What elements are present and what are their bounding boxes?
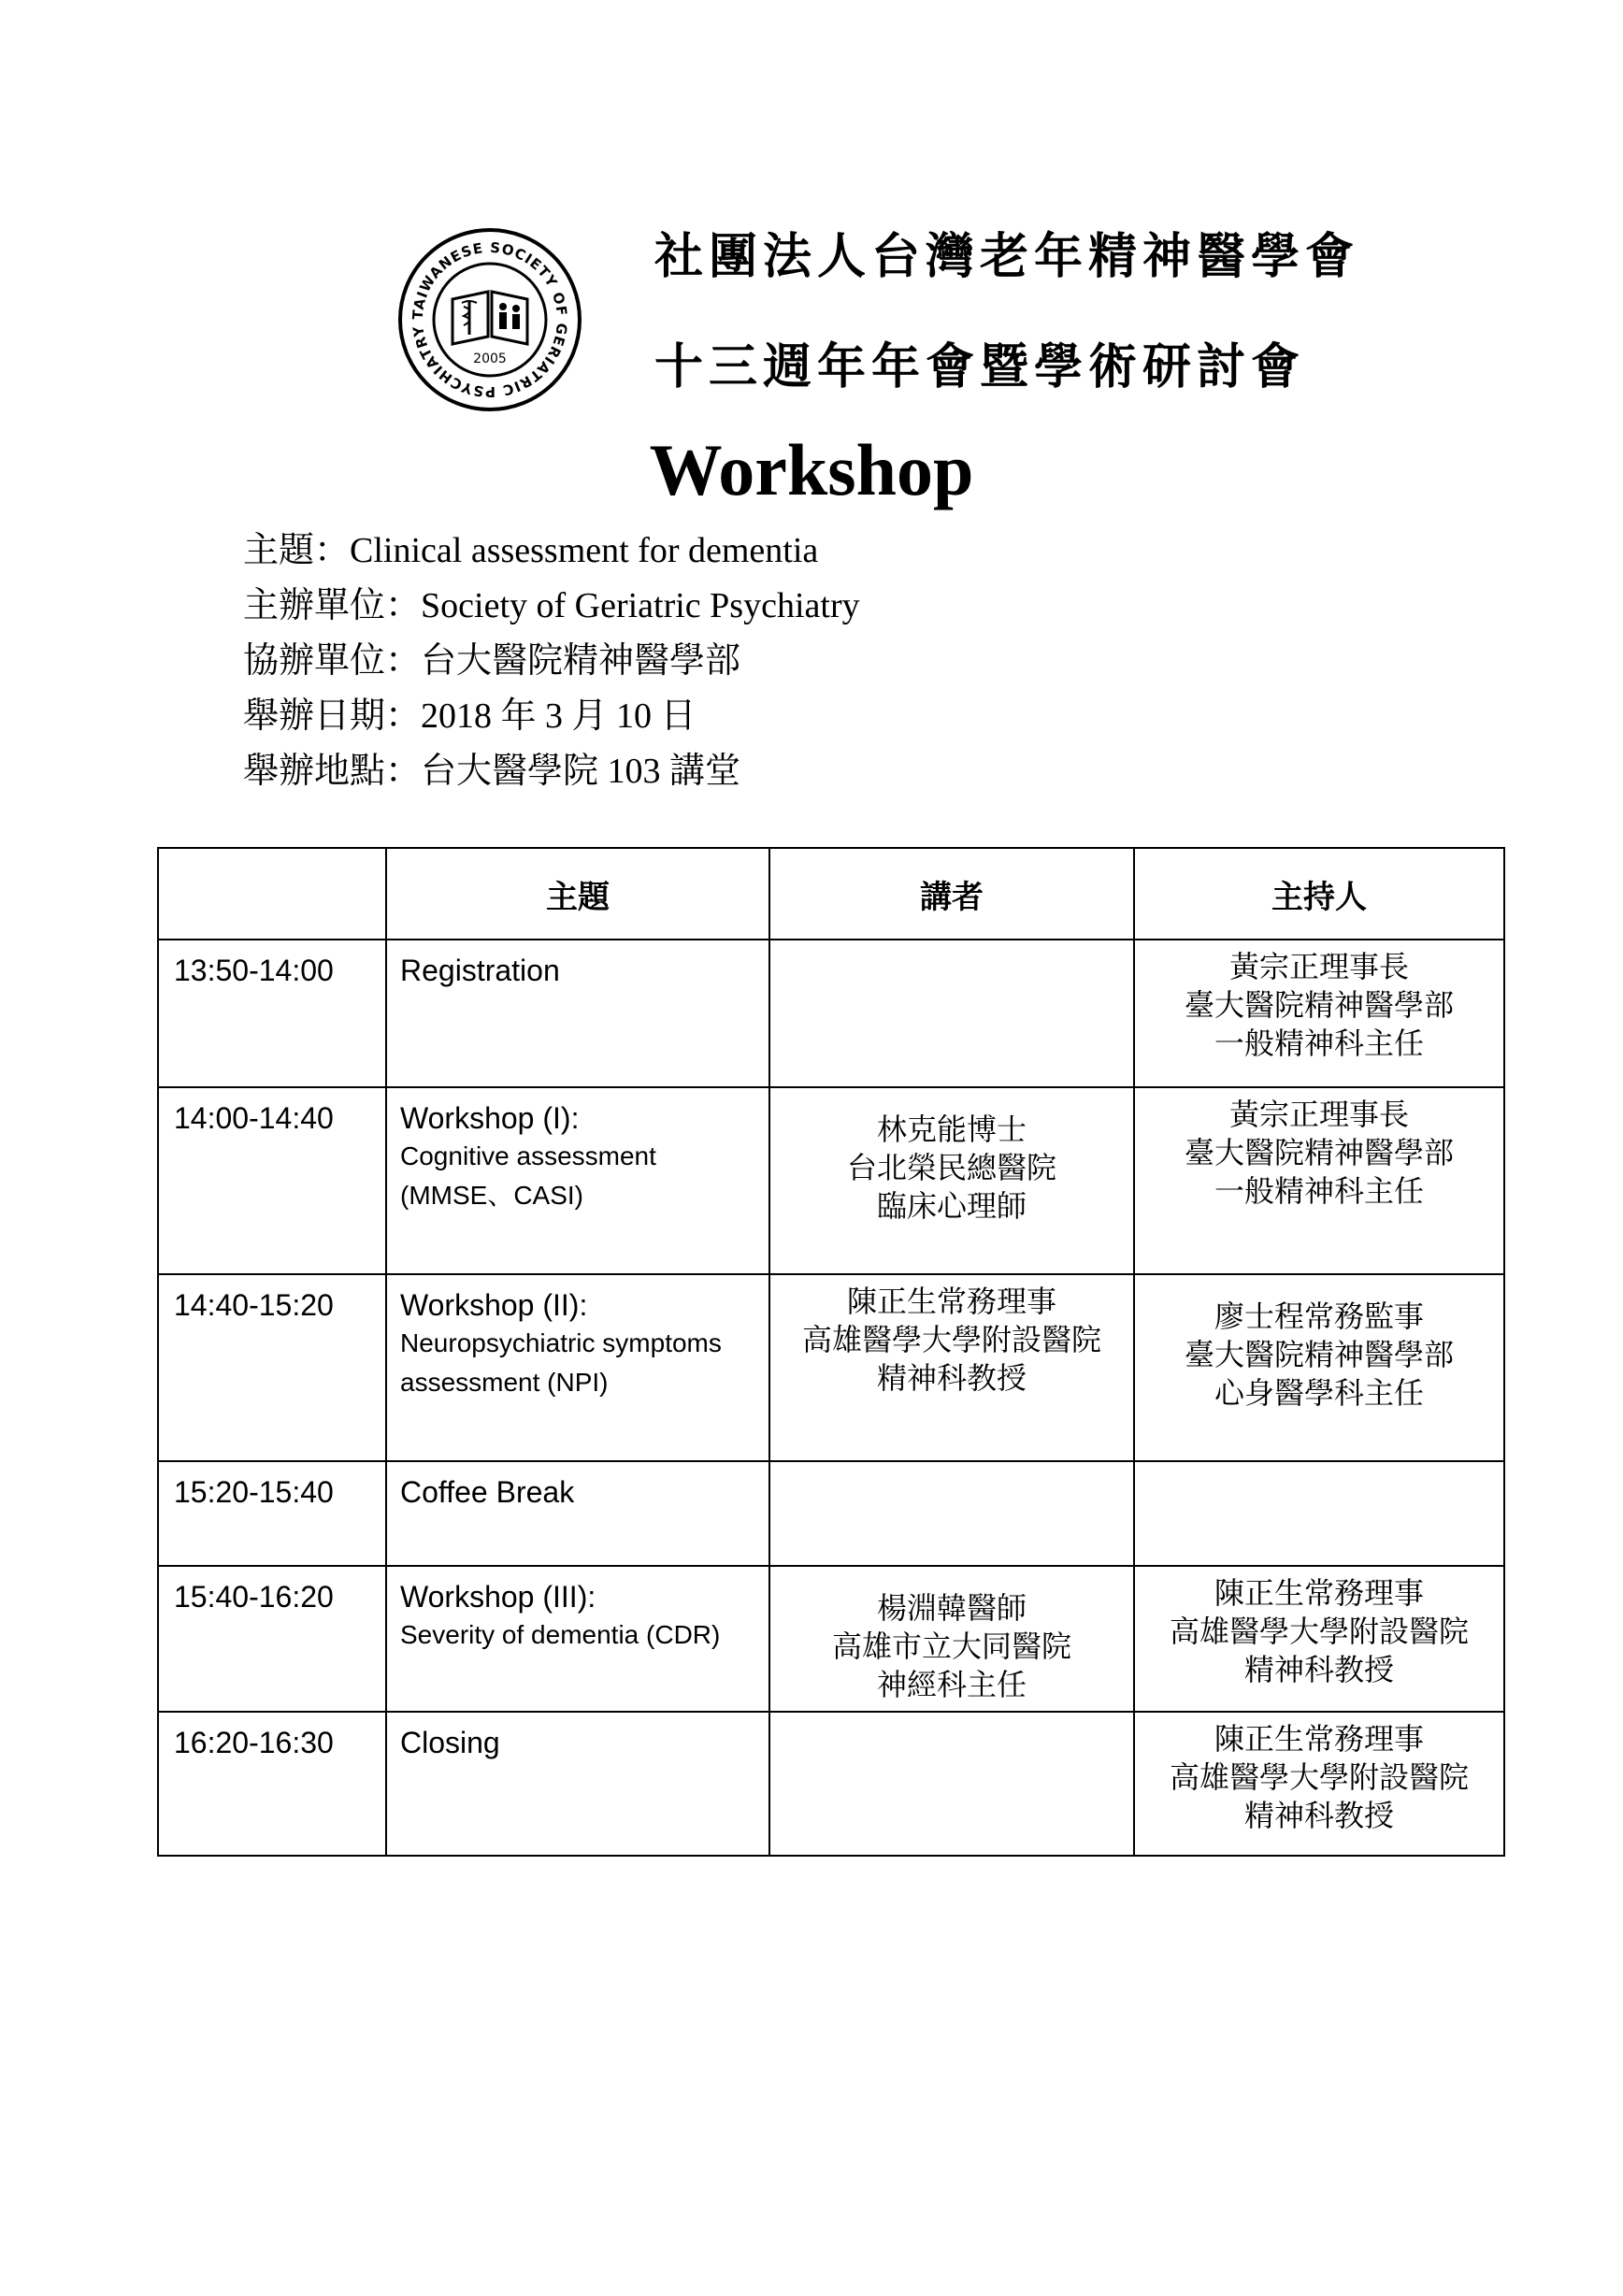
speaker-cell	[769, 1461, 1134, 1566]
topic-subtitle: Neuropsychiatric symptoms	[400, 1328, 722, 1357]
topic-cell	[386, 1461, 769, 1566]
info-label: 舉辦日期：	[243, 696, 422, 736]
host-affiliation: 高雄醫學大學附設醫院	[1169, 1759, 1469, 1795]
host-affiliation: 高雄醫學大學附設醫院	[1169, 1614, 1469, 1649]
info-value: 2018 年 3 月 10 日	[421, 696, 697, 736]
topic-title: Workshop (I):	[400, 1101, 580, 1135]
speaker-affiliation: 高雄醫學大學附設醫院	[801, 1322, 1101, 1357]
organization-title: 社團法人台灣老年精神醫學會	[654, 228, 1360, 285]
speaker-cell	[769, 1274, 1134, 1461]
topic-subtitle: Severity of dementia (CDR)	[400, 1620, 721, 1649]
host-position: 心身醫學科主任	[1214, 1375, 1424, 1411]
info-label: 主題：	[243, 531, 351, 570]
host-name: 陳正生常務理事	[1214, 1575, 1424, 1611]
table-header-row	[158, 848, 1504, 940]
info-value: 台大醫學院 103 講堂	[421, 752, 741, 791]
topic-title: Coffee Break	[400, 1475, 575, 1509]
host-cell	[1134, 1274, 1504, 1461]
event-title: 十三週年年會暨學術研討會	[654, 338, 1306, 395]
time-cell: 16:20-16:30	[158, 1712, 386, 1856]
time-cell: 15:40-16:20	[158, 1566, 386, 1712]
header-speaker: 講者	[769, 848, 1134, 940]
speaker-cell	[769, 940, 1134, 1087]
time-cell: 14:40-15:20	[158, 1274, 386, 1461]
host-position: 精神科教授	[1243, 1798, 1394, 1833]
topic-title: Workshop (II):	[400, 1288, 588, 1322]
header-host: 主持人	[1134, 848, 1504, 940]
speaker-cell	[769, 1712, 1134, 1856]
info-label: 協辦單位：	[243, 641, 422, 681]
host-name: 廖士程常務監事	[1214, 1299, 1424, 1334]
host-affiliation: 臺大醫院精神醫學部	[1184, 987, 1454, 1023]
info-organizer	[243, 579, 860, 634]
topic-cell	[386, 1274, 769, 1461]
host-name: 黃宗正理事長	[1228, 1097, 1409, 1132]
schedule-table	[157, 847, 1505, 1857]
info-date	[243, 689, 860, 744]
speaker-position: 精神科教授	[876, 1360, 1027, 1396]
topic-title: Registration	[400, 954, 560, 987]
topic-title: Closing	[400, 1726, 500, 1759]
topic-cell	[386, 1087, 769, 1274]
speaker-affiliation: 台北榮民總醫院	[846, 1150, 1056, 1185]
speaker-position: 臨床心理師	[876, 1188, 1027, 1224]
topic-cell	[386, 940, 769, 1087]
host-name: 黃宗正理事長	[1228, 949, 1409, 984]
info-value: Clinical assessment for dementia	[350, 531, 819, 570]
speaker-name: 林克能博士	[876, 1112, 1027, 1147]
info-value: 台大醫院精神醫學部	[421, 641, 741, 681]
speaker-cell	[769, 1566, 1134, 1712]
society-seal-logo	[396, 226, 583, 413]
header-time	[158, 848, 386, 940]
event-info	[243, 524, 860, 799]
time-cell: 15:20-15:40	[158, 1461, 386, 1566]
table-row	[158, 1461, 1504, 1566]
host-cell	[1134, 1712, 1504, 1856]
info-venue	[243, 744, 860, 799]
info-co-organizer	[243, 634, 860, 689]
topic-cell	[386, 1566, 769, 1712]
table-row	[158, 1712, 1504, 1856]
host-affiliation: 臺大醫院精神醫學部	[1184, 1135, 1454, 1170]
speaker-position: 神經科主任	[876, 1667, 1027, 1702]
info-value: Society of Geriatric Psychiatry	[421, 586, 860, 625]
host-cell	[1134, 940, 1504, 1087]
host-position: 精神科教授	[1243, 1652, 1394, 1687]
host-position: 一般精神科主任	[1214, 1026, 1424, 1061]
host-position: 一般精神科主任	[1214, 1173, 1424, 1209]
host-name: 陳正生常務理事	[1214, 1721, 1424, 1757]
svg-text:TAIWANESE SOCIETY OF GERIATRIC: TAIWANESE SOCIETY OF GERIATRIC PSYCHIATRY	[409, 238, 571, 401]
header-topic: 主題	[386, 848, 769, 940]
speaker-cell	[769, 1087, 1134, 1274]
speaker-name: 楊淵韓醫師	[876, 1590, 1027, 1626]
info-label: 舉辦地點：	[243, 752, 422, 791]
topic-title: Workshop (III):	[400, 1580, 596, 1614]
time-cell: 13:50-14:00	[158, 940, 386, 1087]
topic-subtitle: (MMSE、CASI)	[400, 1181, 584, 1210]
host-cell	[1134, 1566, 1504, 1712]
topic-cell	[386, 1712, 769, 1856]
speaker-affiliation: 高雄市立大同醫院	[831, 1629, 1071, 1664]
svg-text:2005: 2005	[473, 352, 507, 366]
workshop-heading: Workshop	[649, 429, 974, 510]
table-row	[158, 940, 1504, 1087]
speaker-name: 陳正生常務理事	[846, 1284, 1056, 1319]
table-row	[158, 1274, 1504, 1461]
host-affiliation: 臺大醫院精神醫學部	[1184, 1337, 1454, 1372]
topic-subtitle: Cognitive assessment	[400, 1141, 656, 1170]
table-row	[158, 1087, 1504, 1274]
topic-subtitle: assessment (NPI)	[400, 1368, 609, 1397]
time-cell: 14:00-14:40	[158, 1087, 386, 1274]
table-row	[158, 1566, 1504, 1712]
host-cell	[1134, 1461, 1504, 1566]
host-cell	[1134, 1087, 1504, 1274]
info-label: 主辦單位：	[243, 586, 422, 625]
info-topic	[243, 524, 860, 579]
